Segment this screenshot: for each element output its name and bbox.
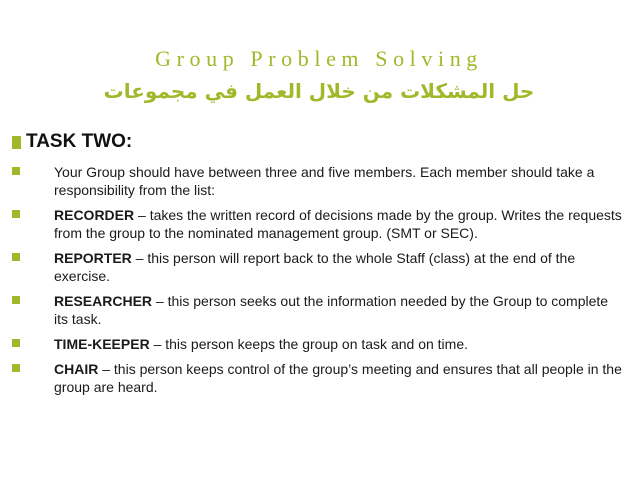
- square-bullet-icon: [12, 364, 20, 372]
- item-text: – this person will report back to the whole Staff (class) at the end of the exercise.: [54, 250, 576, 284]
- item-text: Your Group should have between three and five members. Each member should take a responsibility from the list:: [54, 164, 595, 198]
- list-item: [12, 292, 624, 328]
- list-item: [12, 249, 624, 285]
- item-text: – takes the written record of decisions made by the group. Writes the requests from the group to the nominated management group. (SMT or SEC).: [54, 207, 622, 241]
- item-term: RESEARCHER: [54, 293, 153, 309]
- slide-subtitle-arabic: حل المشكلات من خلال العمل في مجموعات: [103, 79, 535, 103]
- square-bullet-icon: [12, 296, 20, 304]
- task-heading-text: TASK TWO:: [26, 131, 133, 152]
- square-bullet-icon: [12, 167, 20, 175]
- item-term: CHAIR: [54, 361, 99, 377]
- task-heading: [12, 131, 132, 153]
- square-bullet-icon: [12, 339, 20, 347]
- square-bullet-icon: [12, 253, 20, 261]
- list-item: [12, 206, 624, 242]
- square-bullet-icon: [12, 210, 20, 218]
- item-text: – this person seeks out the information needed by the Group to complete its task.: [54, 293, 609, 327]
- responsibility-list: [12, 163, 624, 403]
- item-term: TIME-KEEPER: [54, 336, 150, 352]
- list-item: [12, 360, 624, 396]
- item-term: REPORTER: [54, 250, 132, 266]
- item-text: – this person keeps control of the group’s meeting and ensures that all people in the group are heard.: [54, 361, 622, 395]
- list-item: [12, 163, 624, 199]
- item-text: – this person keeps the group on task and on time.: [149, 336, 468, 352]
- item-term: RECORDER: [54, 207, 135, 223]
- list-item: [12, 335, 624, 353]
- square-bullet-icon: [12, 136, 21, 149]
- slide-title: Group Problem Solving: [155, 46, 483, 71]
